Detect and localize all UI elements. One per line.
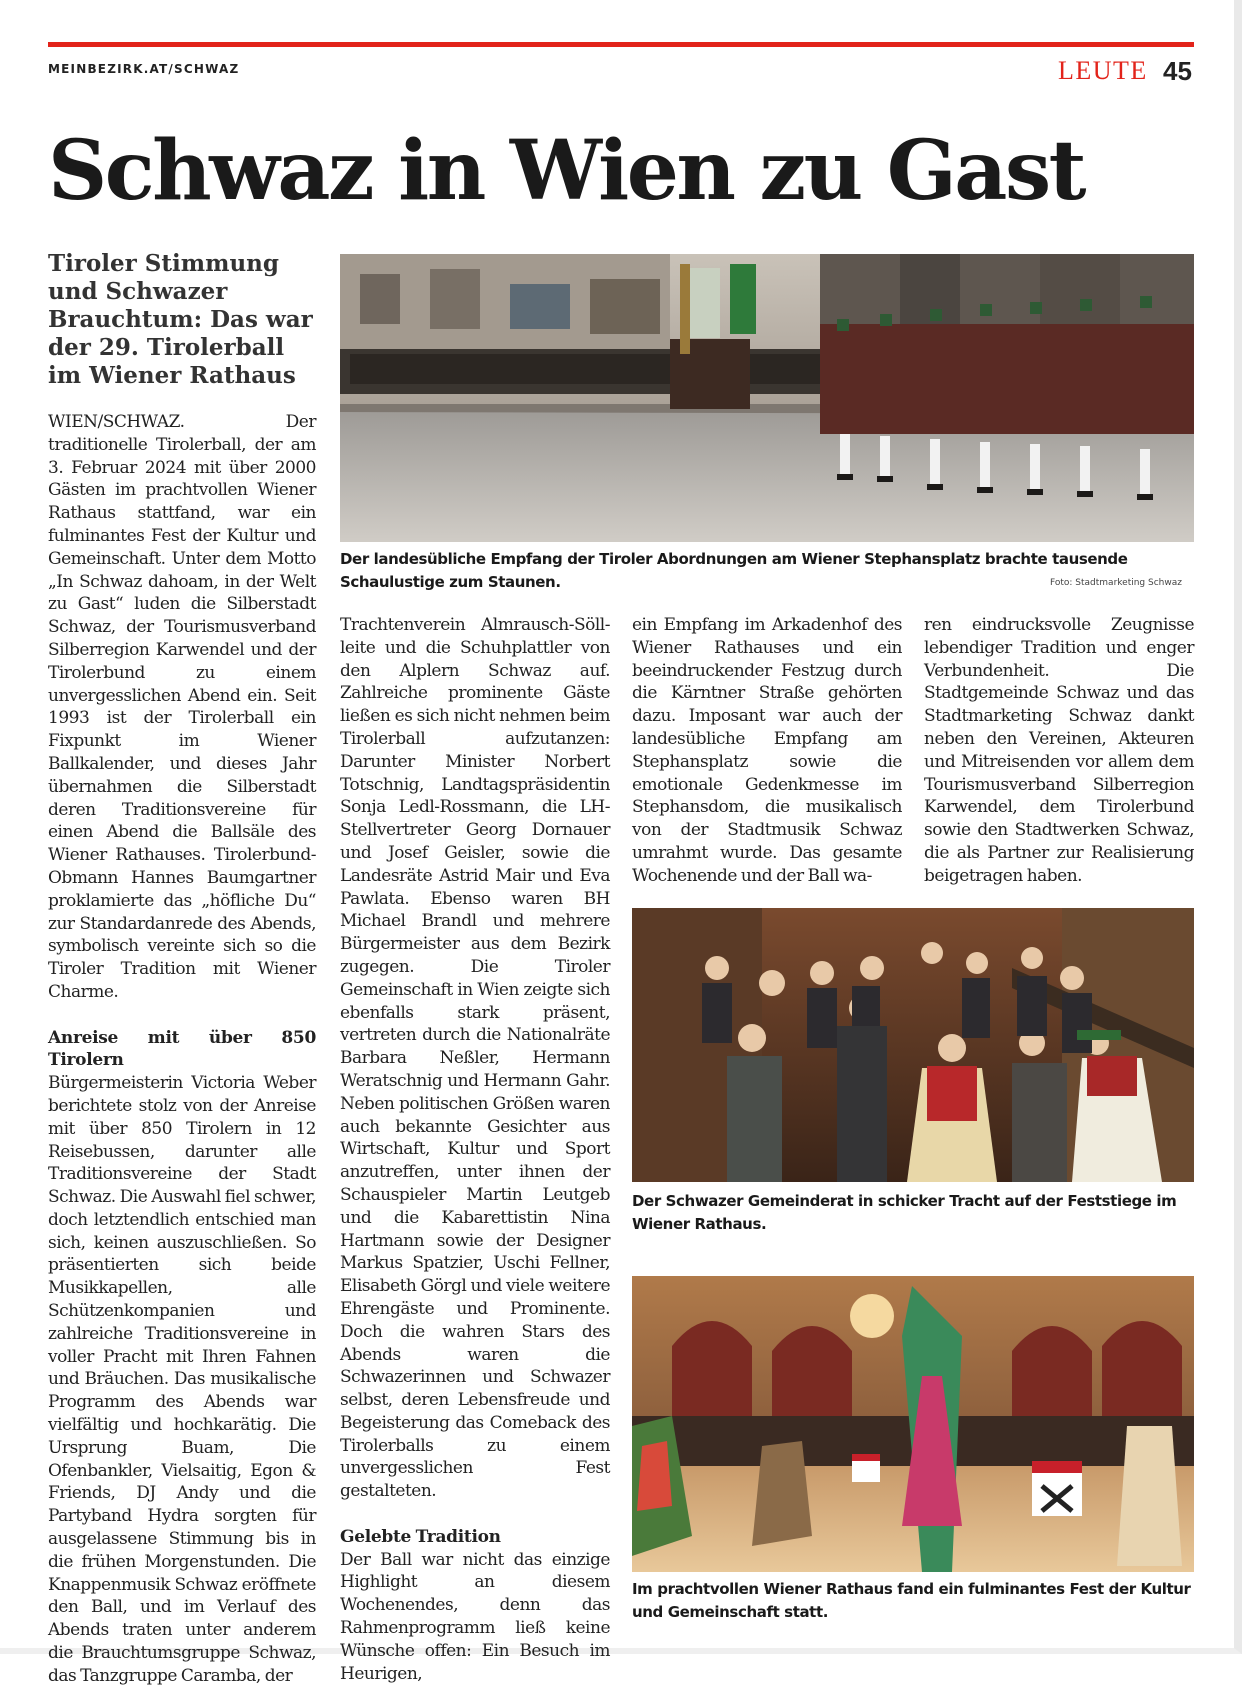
- section-label: LEUTE: [1058, 56, 1148, 85]
- site-label: MEINBEZIRK.AT/SCHWAZ: [48, 62, 240, 76]
- top-rule: [48, 42, 1194, 47]
- arrival-paragraph: Bürgermeisterin Victoria Weber berichtete stolz von der Anreise mit über 850 Tirolern in 12 Reisebussen, darunter alle Traditionsvereine der Stadt Schwaz. Die Auswahl fiel schwer, doch letztendlich entschied man sich, keinen auszuschließen. So präsentierten sich beide Musikkapellen, alle Schützenkompanien und zahlreiche Traditionsvereine in voller Pracht mit Ihren Fahnen und Bräuchen. Das musikalische Programm des Abends war vielfältig und hochkarätig. Die Ursprung Buam, Die Ofenbankler, Vielsaitig, Egon & Friends, DJ Andy und die Partyband Hydra sorgten für ausgelassene Stimmung bis in die frühen Morgenstunden. Die Knappenmusik Schwaz eröffnete den Ball, und im Verlauf des Abends traten unter anderem die Brauchtumsgruppe Schwaz, das Tanzgruppe Caramba, der: [48, 1073, 316, 1686]
- photo-gemeinderat-caption: Der Schwazer Gemeinderat in schicker Tracht auf der Feststiege im Wiener Rathaus.: [632, 1192, 1177, 1233]
- section-heading-arrival: Anreise mit über 850 Tirolern: [48, 1027, 316, 1071]
- photo-stephansplatz-caption: Der landesübliche Empfang der Tiroler Abordnungen am Wiener Stephansplatz brachte tausende Schaulustige zum Staunen.: [340, 550, 1128, 591]
- tradition-paragraph-cont: ein Empfang im Arkadenhof des Wiener Rathauses und ein beeindruckender Festzug durch die Kärntner Straße gehörten dazu. Imposant war auch der landesübliche Empfang am Stephansplatz sowie die emotionale Gedenkmesse im Stephansdom, die musikalisch von der Stadtmusik Schwaz umrahmt wurde. Das gesamte Wochenende und der Ball wa-: [632, 615, 902, 886]
- tradition-paragraph: Der Ball war nicht das einzige Highlight an diesem Wochenendes, denn das Rahmenprogramm ließ keine Wünsche offen: Ein Besuch im Heurigen,: [340, 1549, 610, 1684]
- photo-credit: Foto: Stadtmarketing Schwaz: [1050, 578, 1182, 588]
- photo-stephansplatz-image: [340, 254, 1194, 542]
- headline: Schwaz in Wien zu Gast: [48, 123, 1084, 219]
- article-column-3: [632, 614, 902, 888]
- photo-ballsaal-caption: Im prachtvollen Wiener Rathaus fand ein fulminantes Fest der Kultur und Gemeinschaft statt.: [632, 1580, 1191, 1621]
- photo-gemeinderat-image: [632, 908, 1194, 1182]
- photo-stephansplatz: [340, 254, 1194, 542]
- photo-ballsaal: [632, 1276, 1194, 1572]
- intro-paragraph: WIEN/SCHWAZ. Der traditionelle Tirolerball, der am 3. Februar 2024 mit über 2000 Gästen im prachtvollen Wiener Rathaus stattfand, war ein fulminantes Fest der Kultur und Gemeinschaft. Unter dem Motto „In Schwaz dahoam, in der Welt zu Gast“ luden die Silberstadt Schwaz, der Tourismusverband Silberregion Karwendel und der Tirolerbund zu einem unvergesslichen Abend ein. Seit 1993 ist der Tirolerball ein Fixpunkt im Wiener Ballkalender, und dieses Jahr übernahmen die Silberstadt deren Traditionsvereine für einen Abend die Ballsäle des Wiener Rathauses. Tirolerbund-Obmann Hannes Baumgartner proklamierte das „höfliche Du“ zur Standardanrede des Abends, symbolisch vereinte sich so die Tiroler Tradition mit Wiener Charme.: [48, 412, 316, 1002]
- section-heading-tradition: Gelebte Tradition: [340, 1526, 501, 1547]
- article-column-1: [48, 411, 316, 1688]
- article-column-2: [340, 614, 610, 1685]
- article-column-4: [924, 614, 1194, 888]
- thanks-paragraph: ren eindrucksvolle Zeugnisse lebendiger Tradition und enger Verbundenheit. Die Stadtgemeinde Schwaz und das Stadtmarketing Schwaz dankt neben den Vereinen, Akteuren und Mitreisenden vor allem dem Tourismusverband Silberregion Karwendel, dem Tirolerbund sowie den Stadtwerken Schwaz, die als Partner zur Realisierung beigetragen haben.: [924, 615, 1194, 886]
- guests-paragraph: Trachtenverein Almrausch-Söll-leite und die Schuhplattler von den Alplern Schwaz auf. Zahlreiche prominente Gäste ließen es sich nicht nehmen beim Tirolerball aufzutanzen: Darunter Minister Norbert Totschnig, Landtagspräsidentin Sonja Ledl-Rossmann, die LH-Stellvertreter Georg Dornauer und Josef Geisler, sowie die Landesräte Astrid Mair und Eva Pawlata. Ebenso waren BH Michael Brandl und mehrere Bürgermeister aus dem Bezirk zugegen. Die Tiroler Gemeinschaft in Wien zeigte sich ebenfalls stark präsent, vertreten durch die Nationalräte Barbara Neßler, Hermann Weratschnig und Hermann Gahr. Neben politischen Größen waren auch bekannte Gesichter aus Wirtschaft, Kultur und Sport anzutreffen, unter ihnen der Schauspieler Martin Leutgeb und die Kabarettistin Nina Hartmann sowie der Designer Markus Spatzier, Uschi Fellner, Elisabeth Görgl und viele weitere Ehrengäste und Prominente. Doch die wahren Stars des Abends waren die Schwazerinnen und Schwazer selbst, deren Lebensfreude und Begeisterung das Comeback des Tirolerballs zu einem unvergesslichen Fest gestalteten.: [340, 615, 610, 1502]
- subheadline: Tiroler Stimmung und Schwazer Brauchtum: Das war der 29. Tirolerball im Wiener Rathaus: [48, 250, 313, 389]
- photo-ballsaal-image: [632, 1276, 1194, 1572]
- photo-gemeinderat: [632, 908, 1194, 1182]
- page-number: 45: [1163, 56, 1192, 86]
